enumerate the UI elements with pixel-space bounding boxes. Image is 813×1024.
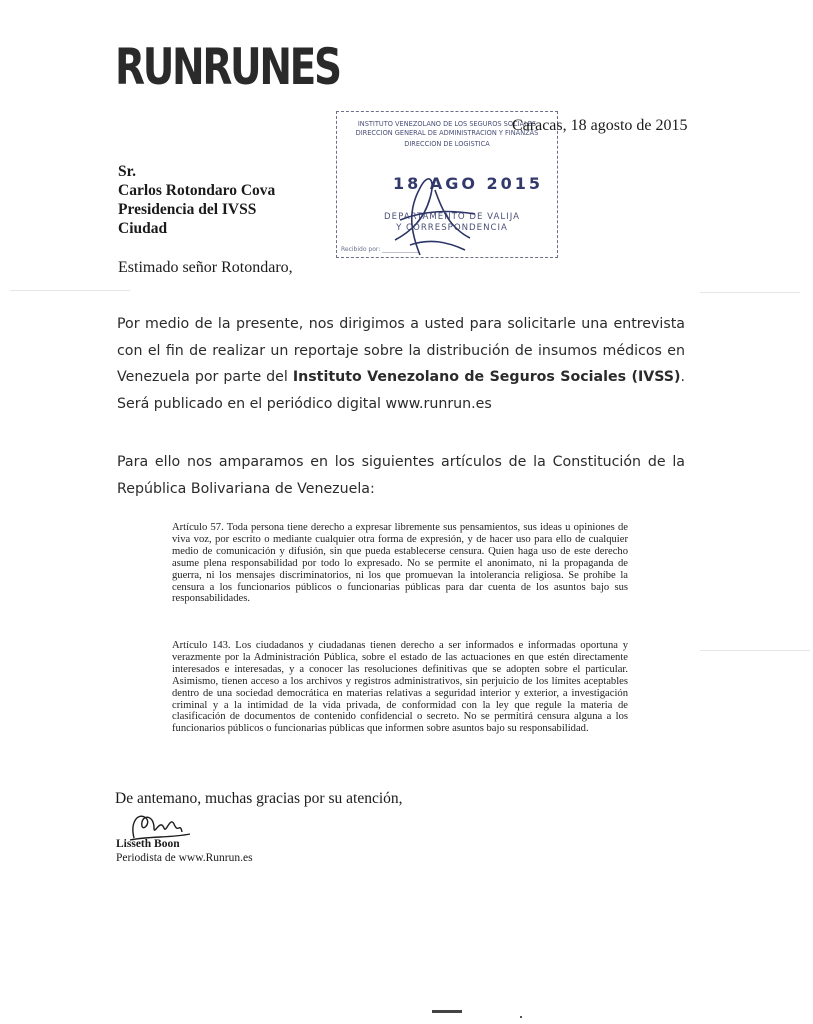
- stamp-footer: Recibido por: ____________: [341, 246, 419, 253]
- recipient-office: Presidencia del IVSS: [118, 201, 257, 218]
- salutation: Estimado señor Rotondaro,: [118, 259, 293, 276]
- stamp-institution: INSTITUTO VENEZOLANO DE LOS SEGUROS SOCIALES: [357, 120, 537, 128]
- signer-role: Periodista de www.Runrun.es: [116, 852, 253, 864]
- scan-artifact-line: [700, 650, 810, 651]
- scan-dot: [520, 1016, 522, 1018]
- scan-artifact-line: [700, 292, 800, 293]
- closing-line: De antemano, muchas gracias por su atención,: [115, 790, 403, 807]
- signer-name: Lisseth Boon: [116, 838, 180, 850]
- scan-artifact-line: [10, 290, 130, 291]
- stamp-direction: DIRECCIÓN GENERAL DE ADMINISTRACIÓN Y FINANZAS: [355, 129, 539, 137]
- stamp-department-line1: DEPARTAMENTO DE VALIJA: [384, 212, 520, 222]
- stamp-date: 18 AGO 2015: [393, 174, 544, 193]
- recipient-name: Carlos Rotondaro Cova: [118, 182, 276, 199]
- runrunes-logo: RUNRUNES: [115, 38, 340, 96]
- recipient-block: [118, 162, 275, 238]
- request-text-end: . Será publicado en el periódico digital www.runrun.es: [117, 369, 685, 412]
- article-143-quote: Artículo 143. Los ciudadanos y ciudadanas tienen derecho a ser informados e informadas oportuna y verazmente por la Administración Pública, sobre el estado de las actuaciones en que estén directamente interesados e interesadas, y a conocer las resoluciones definitivas que se adopten sobre el particular. Asimismo, tienen acceso a los archivos y registros administrativos, sin perjuicio de los límites aceptables dentro de una sociedad democrática en materias relativas a seguridad interior y exterior, a investigación criminal y a la intimidad de la vida privada, de conformidad con la ley que regule la materia de clasificación de documentos de contenido confidencial o secreto. No se permitirá censura alguna a los funcionarios públicos o funcionarias públicas que informen sobre asuntos bajo su responsabilidad.: [172, 640, 628, 735]
- article-57-quote: Artículo 57. Toda persona tiene derecho a expresar libremente sus pensamientos, sus ideas u opiniones de viva voz, por escrito o mediante cualquier otra forma de expresión, y de hacer uso para ello de cualquier medio de comunicación y difusión, sin que pueda establecerse censura. Quien haga uso de este derecho asume plena responsabilidad por todo lo expresado. No se permite el anonimato, ni la propaganda de guerra, ni los mensajes discriminatorios, ni los que promuevan la intolerancia religiosa. Se prohíbe la censura a los funcionarios públicos o funcionarias públicas para dar cuenta de los asuntos bajo sus responsabilidades.: [172, 522, 628, 605]
- constitution-paragraph: Para ello nos amparamos en los siguientes artículos de la Constitución de la República Bolivariana de Venezuela:: [117, 454, 685, 497]
- stamp-logistics: DIRECCIÓN DE LOGÍSTICA: [404, 140, 490, 148]
- recipient-city: Ciudad: [118, 220, 168, 237]
- place-date: Caracas, 18 agosto de 2015: [512, 117, 688, 134]
- request-paragraph: [117, 311, 685, 417]
- institution-name: Instituto Venezolano de Seguros Sociales (IVSS): [292, 369, 681, 385]
- recipient-title: Sr.: [118, 163, 136, 180]
- request-text-start: Por medio de la presente, nos dirigimos a usted para solicitarle una entrevista con el fin de realizar un reportaje sobre la distribución de insumos médicos en Venezuela por parte del: [117, 316, 685, 385]
- stamp-department-line2: Y CORRESPONDENCIA: [396, 223, 508, 233]
- stamp-signature-scribble: [380, 150, 490, 260]
- scan-mark: [432, 1010, 462, 1013]
